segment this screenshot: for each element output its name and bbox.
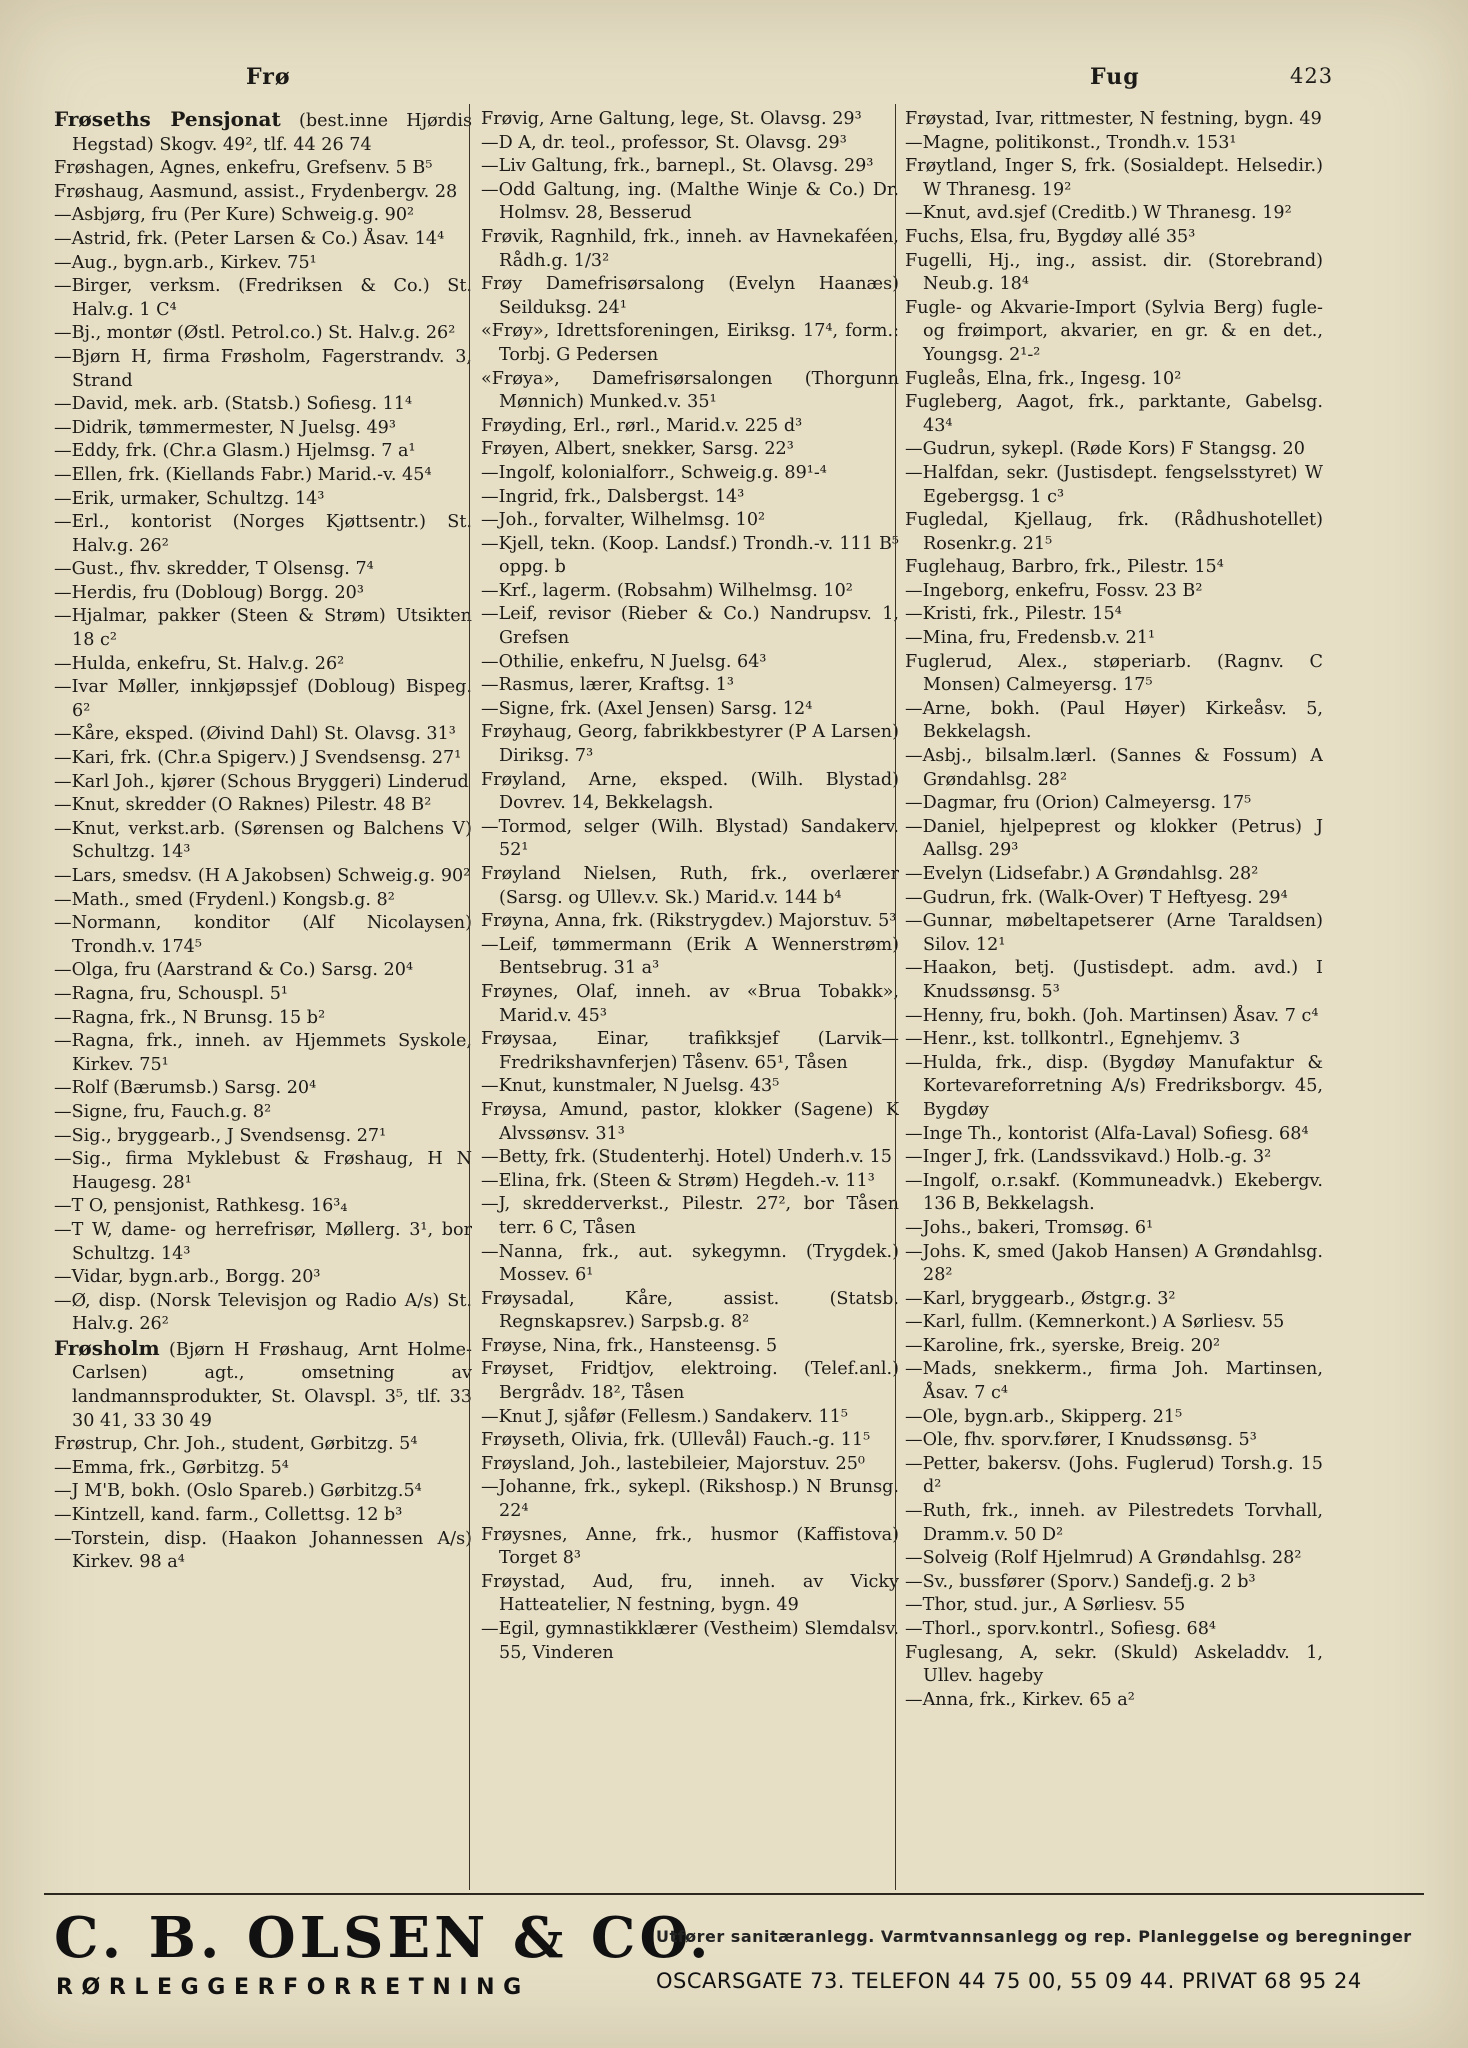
directory-entry: Frøvig, Arne Galtung, lege, St. Olavsg. 29³ — [481, 109, 862, 129]
directory-entry: —Nanna, frk., aut. sykegymn. (Trygdek.) Mossev. 6¹ — [481, 1241, 899, 1286]
directory-entry: Frøyna, Anna, frk. (Rikstrygdev.) Majorstuv. 5³ — [481, 911, 897, 932]
directory-entry: —Bjørn H, firma Frøsholm, Fagerstrandv. 3, Strand — [54, 346, 472, 391]
directory-entry: —Sig., bryggearb., J Svendsensg. 27¹ — [54, 1125, 387, 1146]
directory-entry: —Ruth, frk., inneh. av Pilestredets Torvhall, Dramm.v. 50 D² — [905, 1501, 1323, 1545]
directory-entry: —Asbj., bilsalm.lærl. (Sannes & Fossum) A Grøndahlsg. 28² — [905, 746, 1323, 790]
directory-column-2 — [481, 108, 899, 1890]
directory-entry: —Lars, smedsv. (H A Jakobsen) Schweig.g. 90² — [54, 866, 471, 886]
directory-entry: —Knut J, sjåfør (Fellesm.) Sandakerv. 11⁵ — [481, 1406, 848, 1427]
directory-entry: —Erik, urmaker, Schultzg. 14³ — [54, 488, 325, 509]
directory-entry: —Ingolf, o.r.sakf. (Kommuneadvk.) Ekebergv. 136 B, Bekkelagsh. — [905, 1170, 1323, 1215]
directory-entry: Fugelli, Hj., ing., assist. dir. (Storebrand) Neub.g. 18⁴ — [905, 250, 1323, 295]
directory-entry: Frøy Damefrisørsalong (Evelyn Haanæs) Seilduksg. 24¹ — [481, 274, 899, 318]
directory-entry: —Ole, fhv. sporv.fører, I Knudssønsg. 5³ — [905, 1430, 1257, 1451]
directory-entry: Frøyse, Nina, frk., Hansteensg. 5 — [481, 1335, 778, 1356]
footer-divider — [44, 1893, 1424, 1895]
directory-entry: Frøysnes, Anne, frk., husmor (Kaffistova) Torget 8³ — [481, 1524, 899, 1569]
directory-entry: Frøysadal, Kåre, assist. (Statsb. Regnskapsrev.) Sarpsb.g. 8² — [481, 1288, 899, 1333]
directory-entry: —Aug., bygn.arb., Kirkev. 75¹ — [54, 252, 317, 273]
directory-entry: Frøseths Pensjonat (best.inne Hjørdis Hegstad) Skogv. 49², tlf. 44 26 74 — [54, 108, 472, 155]
directory-entry: —Knut, verkst.arb. (Sørensen og Balchens V) Schultzg. 14³ — [54, 818, 472, 863]
directory-entry: —Math., smed (Frydenl.) Kongsb.g. 8² — [54, 889, 395, 910]
directory-entry: —Vidar, bygn.arb., Borgg. 20³ — [54, 1267, 321, 1288]
running-header-left: Frø — [246, 64, 291, 90]
directory-entry: —Emma, frk., Gørbitzg. 5⁴ — [54, 1457, 289, 1478]
directory-entry: —Ivar Møller, innkjøpssjef (Dobloug) Bispeg. 6² — [54, 677, 472, 721]
directory-entry: —Karoline, frk., syerske, Breig. 20² — [905, 1335, 1221, 1356]
directory-entry: —Othilie, enkefru, N Juelsg. 64³ — [481, 651, 767, 672]
directory-entry: —Leif, tømmermann (Erik A Wennerstrøm) Bentsebrug. 31 a³ — [481, 934, 899, 979]
directory-entry: Frøyhaug, Georg, fabrikkbestyrer (P A Larsen) Diriksg. 7³ — [481, 722, 899, 767]
directory-entry: Frøstrup, Chr. Joh., student, Gørbitzg. 5⁴ — [54, 1434, 418, 1455]
directory-entry: Frøystad, Ivar, rittmester, N festning, bygn. 49 — [905, 109, 1322, 129]
directory-entry: Frøyland Nielsen, Ruth, frk., overlærer (Sarsg. og Ullev.v. Sk.) Marid.v. 144 b⁴ — [481, 864, 899, 908]
directory-entry: —Karl, bryggearb., Østgr.g. 3² — [905, 1288, 1176, 1309]
directory-entry: Frøytland, Inger S, frk. (Sosialdept. Helsedir.) W Thranesg. 19² — [905, 156, 1323, 200]
directory-entry: —Mads, snekkerm., firma Joh. Martinsen, Åsav. 7 c⁴ — [905, 1359, 1323, 1404]
directory-entry: —Henr., kst. tollkontrl., Egnehjemv. 3 — [905, 1029, 1241, 1050]
directory-entry: —Karl, fullm. (Kemnerkont.) A Sørliesv. 55 — [905, 1312, 1285, 1333]
directory-entry: —Olga, fru (Aarstrand & Co.) Sarsg. 20⁴ — [54, 960, 413, 981]
directory-entry: —Anna, frk., Kirkev. 65 a² — [905, 1689, 1135, 1710]
directory-entry: Frøystad, Aud, fru, inneh. av Vicky Hatteatelier, N festning, bygn. 49 — [481, 1571, 899, 1616]
directory-entry: —Johs., bakeri, Tromsøg. 6¹ — [905, 1217, 1154, 1238]
column-divider — [469, 104, 470, 1890]
directory-entry: —Didrik, tømmermester, N Juelsg. 49³ — [54, 417, 396, 438]
directory-entry: —Solveig (Rolf Hjelmrud) A Grøndahlsg. 28² — [905, 1548, 1302, 1569]
directory-entry: —Daniel, hjelpeprest og klokker (Petrus) J Aallsg. 29³ — [905, 816, 1323, 861]
directory-entry: —Hulda, enkefru, St. Halv.g. 26² — [54, 653, 345, 674]
ad-trade: RØRLEGGERFORRETNING — [56, 1975, 530, 2000]
ad-services: Utfører sanitæranlegg. Varmtvannsanlegg og rep. Planleggelse og beregninger — [656, 1927, 1412, 1946]
directory-entry: —Johanne, frk., sykepl. (Rikshosp.) N Brunsg. 22⁴ — [481, 1477, 899, 1522]
directory-entry: Frøyding, Erl., rørl., Marid.v. 225 d³ — [481, 415, 803, 436]
directory-entry: Frøysland, Joh., lastebileier, Majorstuv. 25⁰ — [481, 1453, 865, 1474]
directory-entry: —Kjell, tekn. (Koop. Landsf.) Trondh.-v. 111 B⁵ oppg. b — [481, 533, 899, 578]
directory-entry: —Thor, stud. jur., A Sørliesv. 55 — [905, 1595, 1186, 1616]
directory-entry: Fugleås, Elna, frk., Ingesg. 10² — [905, 368, 1182, 389]
directory-entry: —Normann, konditor (Alf Nicolaysen) Trondh.v. 174⁵ — [54, 913, 472, 957]
directory-entry: —T O, pensjonist, Rathkesg. 16³₄ — [54, 1196, 348, 1217]
column-divider — [895, 104, 896, 1890]
directory-entry: Frøvik, Ragnhild, frk., inneh. av Havnekaféen, Rådh.g. 1/3² — [481, 226, 899, 271]
directory-entry: —Astrid, frk. (Peter Larsen & Co.) Åsav. 14⁴ — [54, 228, 445, 249]
directory-entry: —Haakon, betj. (Justisdept. adm. avd.) I Knudssønsg. 5³ — [905, 958, 1323, 1002]
directory-entry: —Betty, frk. (Studenterhj. Hotel) Underh.v. 15 — [481, 1147, 892, 1168]
directory-entry: Frøysaa, Einar, trafikksjef (Larvik—Fredrikshavnferjen) Tåsenv. 65¹, Tåsen — [481, 1029, 899, 1073]
directory-entry: —Odd Galtung, ing. (Malthe Winje & Co.) Dr. Holmsv. 28, Besserud — [481, 179, 899, 224]
directory-entry: —Signe, fru, Fauch.g. 8² — [54, 1101, 272, 1122]
directory-entry: —Evelyn (Lidsefabr.) A Grøndahlsg. 28² — [905, 864, 1259, 884]
directory-entry: —Sig., firma Myklebust & Frøshaug, H N Haugesg. 28¹ — [54, 1149, 472, 1193]
directory-entry: Frøshagen, Agnes, enkefru, Grefsenv. 5 B⁵ — [54, 158, 433, 179]
directory-entry: —Knut, skredder (O Raknes) Pilestr. 48 B² — [54, 795, 432, 816]
entry-name: Frøseths Pensjonat — [54, 108, 281, 131]
directory-entry: Frøynes, Olaf, inneh. av «Brua Tobakk», Marid.v. 45³ — [481, 981, 899, 1026]
directory-entry: Frøyen, Albert, snekker, Sarsg. 22³ — [481, 439, 794, 460]
directory-entry: —Tormod, selger (Wilh. Blystad) Sandakerv. 52¹ — [481, 816, 899, 861]
directory-entry: —Ragna, fru, Schouspl. 5¹ — [54, 983, 288, 1004]
directory-entry: —Kintzell, kand. farm., Collettsg. 12 b³ — [54, 1505, 403, 1526]
directory-entry: —Magne, politikonst., Trondh.v. 153¹ — [905, 132, 1237, 153]
directory-entry: —Ingeborg, enkefru, Fossv. 23 B² — [905, 580, 1203, 601]
directory-entry: —Hjalmar, pakker (Steen & Strøm) Utsikten 18 c² — [54, 606, 472, 651]
directory-entry: —Rasmus, lærer, Kraftsg. 1³ — [481, 675, 734, 696]
directory-entry: —Knut, kunstmaler, N Juelsg. 43⁵ — [481, 1076, 780, 1097]
ad-address: OSCARSGATE 73. TELEFON 44 75 00, 55 09 44. PRIVAT 68 95 24 — [656, 1969, 1362, 1993]
directory-entry: —Gudrun, sykepl. (Røde Kors) F Stangsg. 20 — [905, 439, 1305, 460]
directory-entry: —Ragna, frk., N Brunsg. 15 b² — [54, 1007, 326, 1028]
directory-column-1 — [54, 108, 472, 1890]
directory-entry: Fuglerud, Alex., støperiarb. (Ragnv. C Monsen) Calmeyersg. 17⁵ — [905, 651, 1323, 696]
running-header-right: Fug — [1090, 64, 1140, 90]
directory-entry: —Halfdan, sekr. (Justisdept. fengselsstyret) W Egebergsg. 1 c³ — [905, 462, 1323, 507]
directory-entry: —Mina, fru, Fredensb.v. 21¹ — [905, 628, 1156, 649]
directory-entry: —Torstein, disp. (Haakon Johannessen A/s) Kirkev. 98 a⁴ — [54, 1528, 472, 1573]
directory-column-3 — [905, 108, 1323, 1890]
directory-entry: —D A, dr. teol., professor, St. Olavsg. 29³ — [481, 132, 847, 153]
directory-entry: Frøsholm (Bjørn H Frøshaug, Arnt Holme-Carlsen) agt., omsetning av landmannsprodukter, St. Olavspl. 3⁵, tlf. 33 30 41, 33 30 49 — [54, 1336, 472, 1431]
directory-entry: —Kristi, frk., Pilestr. 15⁴ — [905, 604, 1122, 625]
directory-entry: —Ingrid, frk., Dalsbergst. 14³ — [481, 486, 745, 507]
directory-entry: —Kåre, eksped. (Øivind Dahl) St. Olavsg. 31³ — [54, 724, 456, 745]
directory-entry: —Hulda, frk., disp. (Bygdøy Manufaktur & Kortevareforretning A/s) Fredriksborgv. 45, Bygdøy — [905, 1052, 1323, 1120]
directory-entry: —Leif, revisor (Rieber & Co.) Nandrupsv. 1, Grefsen — [481, 604, 899, 649]
directory-entry: —Thorl., sporv.kontrl., Sofiesg. 68⁴ — [905, 1619, 1216, 1639]
directory-entry: —Gudrun, frk. (Walk-Over) T Heftyesg. 29⁴ — [905, 887, 1288, 908]
directory-entry: Fuchs, Elsa, fru, Bygdøy allé 35³ — [905, 226, 1196, 247]
directory-entry: —Ø, disp. (Norsk Televisjon og Radio A/s) St. Halv.g. 26² — [54, 1290, 472, 1335]
directory-entry: Frøshaug, Aasmund, assist., Frydenbergv. 28 — [54, 181, 458, 202]
directory-entry: Fugleberg, Aagot, frk., parktante, Gabelsg. 43⁴ — [905, 392, 1323, 436]
directory-entry: —Rolf (Bærumsb.) Sarsg. 20⁴ — [54, 1078, 317, 1099]
directory-entry: —Ragna, frk., inneh. av Hjemmets Syskole, Kirkev. 75¹ — [54, 1031, 472, 1075]
directory-entry: —Sv., bussfører (Sporv.) Sandefj.g. 2 b³ — [905, 1571, 1256, 1592]
directory-entry: —Dagmar, fru (Orion) Calmeyersg. 17⁵ — [905, 793, 1252, 814]
directory-entry: —Johs. K, smed (Jakob Hansen) A Grøndahlsg. 28² — [905, 1241, 1323, 1286]
directory-entry: Fuglesang, A, sekr. (Skuld) Askeladdv. 1, Ullev. hageby — [905, 1642, 1323, 1687]
directory-entry: —Krf., lagerm. (Robsahm) Wilhelmsg. 10² — [481, 580, 853, 601]
directory-entry: Fuglehaug, Barbro, frk., Pilestr. 15⁴ — [905, 557, 1224, 578]
advertisement — [44, 1905, 1424, 2000]
directory-entry: —J M'B, bokh. (Oslo Spareb.) Gørbitzg.5⁴ — [54, 1481, 422, 1502]
directory-entry: —David, mek. arb. (Statsb.) Sofiesg. 11⁴ — [54, 394, 413, 415]
directory-entry: —Ole, bygn.arb., Skipperg. 21⁵ — [905, 1406, 1183, 1427]
directory-entry: —Petter, bakersv. (Johs. Fuglerud) Torsh.g. 15 d² — [905, 1453, 1323, 1498]
directory-entry: —Birger, verksm. (Fredriksen & Co.) St. Halv.g. 1 C⁴ — [54, 276, 472, 320]
directory-entry: Frøyseth, Olivia, frk. (Ullevål) Fauch.-g. 11⁵ — [481, 1430, 871, 1451]
directory-entry: —Elina, frk. (Steen & Strøm) Hegdeh.-v. 11³ — [481, 1170, 875, 1191]
directory-entry: —Herdis, fru (Dobloug) Borgg. 20³ — [54, 582, 364, 603]
directory-entry: —Karl Joh., kjører (Schous Bryggeri) Linderud — [54, 771, 469, 792]
directory-entry: —Knut, avd.sjef (Creditb.) W Thranesg. 19² — [905, 203, 1292, 224]
directory-entry: —Arne, bokh. (Paul Høyer) Kirkeåsv. 5, Bekkelagsh. — [905, 698, 1323, 743]
entry-name: Frøsholm — [54, 1336, 160, 1360]
directory-entry: —Erl., kontorist (Norges Kjøttsentr.) St. Halv.g. 26² — [54, 512, 472, 556]
directory-entry: Frøyset, Fridtjov, elektroing. (Telef.anl.) Bergrådv. 18², Tåsen — [481, 1359, 899, 1404]
directory-entry: —Signe, frk. (Axel Jensen) Sarsg. 12⁴ — [481, 698, 813, 719]
directory-entry: —Kari, frk. (Chr.a Spigerv.) J Svendsensg. 27¹ — [54, 748, 462, 769]
directory-entry: —Inge Th., kontorist (Alfa-Laval) Sofiesg. 68⁴ — [905, 1123, 1309, 1144]
directory-entry: —Gust., fhv. skredder, T Olsensg. 7⁴ — [54, 559, 374, 580]
directory-entry: —J, skredderverkst., Pilestr. 27², bor Tåsen terr. 6 C, Tåsen — [481, 1194, 899, 1238]
directory-entry: —Liv Galtung, frk., barnepl., St. Olavsg. 29³ — [481, 156, 874, 177]
directory-entry: Fugledal, Kjellaug, frk. (Rådhushotellet) Rosenkr.g. 21⁵ — [905, 510, 1323, 554]
directory-entry: —Inger J, frk. (Landssvikavd.) Holb.-g. 3² — [905, 1147, 1272, 1168]
directory-entry: —Egil, gymnastikklærer (Vestheim) Slemdalsv. 55, Vinderen — [481, 1619, 899, 1663]
directory-entry: —Gunnar, møbeltapetserer (Arne Taraldsen) Silov. 12¹ — [905, 911, 1323, 955]
directory-entry: —Bj., montør (Østl. Petrol.co.) St. Halv.g. 26² — [54, 323, 456, 344]
directory-entry: —Eddy, frk. (Chr.a Glasm.) Hjelmsg. 7 a¹ — [54, 441, 416, 462]
directory-entry: —Ingolf, kolonialforr., Schweig.g. 89¹-⁴ — [481, 462, 827, 483]
directory-entry: —T W, dame- og herrefrisør, Møllerg. 3¹, bor Schultzg. 14³ — [54, 1219, 472, 1264]
directory-entry: —Henny, fru, bokh. (Joh. Martinsen) Åsav. 7 c⁴ — [905, 1005, 1319, 1026]
directory-entry: Fugle- og Akvarie-Import (Sylvia Berg) fugle- og frøimport, akvarier, en gr. & en det., Youngsg. 2¹-² — [905, 297, 1323, 365]
page-number: 423 — [1290, 64, 1334, 88]
ad-company-name: C. B. OLSEN & CO. — [54, 1905, 713, 1971]
directory-entry: «Frøy», Idrettsforeningen, Eiriksg. 17⁴, form.: Torbj. G Pedersen — [481, 321, 899, 365]
directory-entry: «Frøya», Damefrisørsalongen (Thorgunn Mønnich) Munked.v. 35¹ — [481, 368, 899, 413]
directory-entry: —Joh., forvalter, Wilhelmsg. 10² — [481, 510, 766, 531]
directory-entry: Frøysa, Amund, pastor, klokker (Sagene) K Alvssønsv. 31³ — [481, 1099, 899, 1144]
directory-entry: Frøyland, Arne, eksped. (Wilh. Blystad) Dovrev. 14, Bekkelagsh. — [481, 769, 899, 814]
directory-entry: —Ellen, frk. (Kiellands Fabr.) Marid.-v. 45⁴ — [54, 464, 432, 485]
directory-entry: —Asbjørg, fru (Per Kure) Schweig.g. 90² — [54, 205, 415, 226]
